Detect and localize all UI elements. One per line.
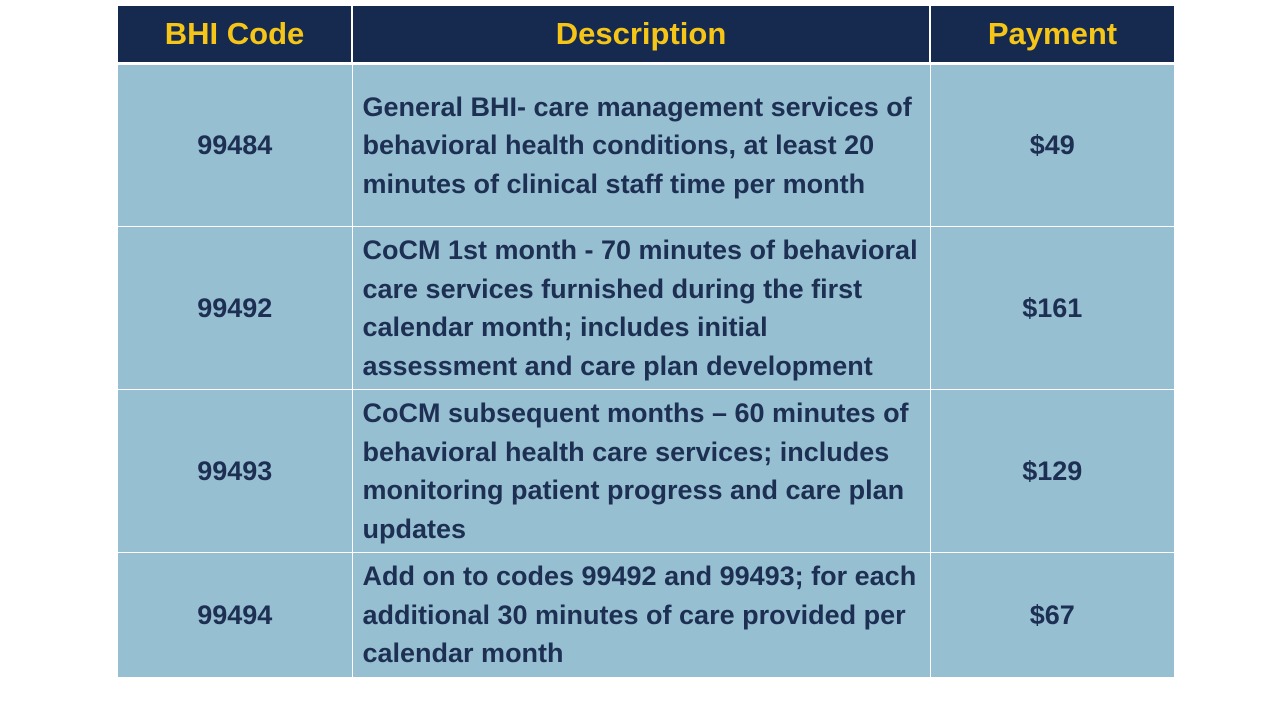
bhi-code-cell: 99492 [118,227,352,390]
header-bhi-code: BHI Code [118,6,352,64]
bhi-code-cell: 99493 [118,390,352,553]
table-row [118,227,1174,390]
bhi-code-cell: 99494 [118,553,352,677]
payment-cell: $67 [930,553,1174,677]
header-payment: Payment [930,6,1174,64]
bhi-code-cell: 99484 [118,64,352,227]
table-row [118,553,1174,677]
payment-cell: $161 [930,227,1174,390]
description-cell: CoCM 1st month - 70 minutes of behavioral care services furnished during the first calendar month; includes initial assessment and care plan development [352,227,930,390]
table-row [118,390,1174,553]
header-description: Description [352,6,930,64]
table-row [118,64,1174,227]
bhi-payment-table [118,6,1174,677]
table-header-row [118,6,1174,64]
payment-cell: $129 [930,390,1174,553]
description-cell: General BHI- care management services of behavioral health conditions, at least 20 minutes of clinical staff time per month [352,64,930,227]
description-cell: CoCM subsequent months – 60 minutes of behavioral health care services; includes monitoring patient progress and care plan updates [352,390,930,553]
payment-cell: $49 [930,64,1174,227]
description-cell: Add on to codes 99492 and 99493; for each additional 30 minutes of care provided per calendar month [352,553,930,677]
